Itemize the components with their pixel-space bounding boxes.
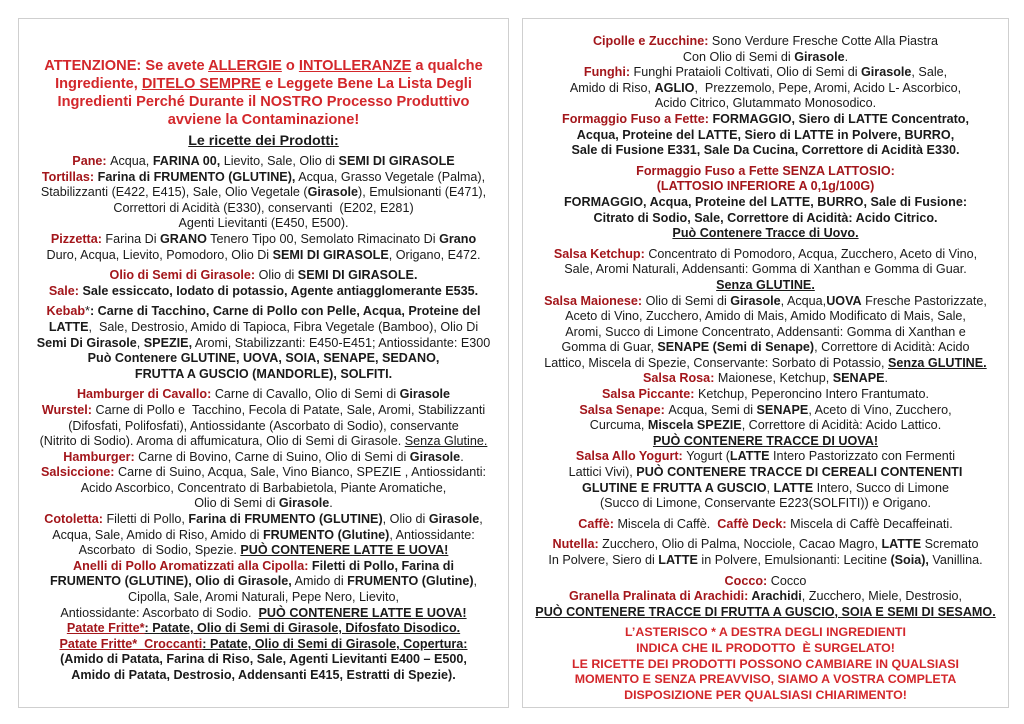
ingredient-text: Citrato di Sodio, Sale, Correttore di Acidità: Acido Citrico. xyxy=(593,210,938,225)
ingredient-text: Amido di xyxy=(291,574,348,589)
product-name: Formaggio Fuso a Fette SENZA LATTOSIO: xyxy=(636,163,895,178)
ingredient-text: PUÒ CONTENERE TRACCE DI FRUTTA A GUSCIO, SOIA E SEMI DI SESAMO. xyxy=(535,604,996,619)
ingredient-text: Può Contenere GLUTINE, UOVA, SOIA, SENAPE, SEDANO, xyxy=(87,351,440,366)
right-recipe-panel xyxy=(522,18,1009,708)
ingredient-text: , Sale, xyxy=(911,65,948,80)
text-line xyxy=(523,403,1008,419)
product-name: Hamburger di Cavallo: xyxy=(76,387,215,402)
ingredient-text: UOVA xyxy=(826,293,862,308)
text-line xyxy=(19,652,508,668)
ingredient-text: Ketchup, Peperoncino Intero Frantumato. xyxy=(697,387,929,402)
text-line xyxy=(19,621,508,637)
product-name: Tortillas: xyxy=(41,169,98,184)
ingredient-text: Miscela di Caffè. xyxy=(617,516,718,531)
product-name: Salsa Ketchup: xyxy=(553,246,649,261)
ingredient-text: Carne di Pollo e Tacchino, Fecola di Patate, Sale, Aromi, Stabilizzanti xyxy=(95,402,486,417)
ingredient-text: Vanillina. xyxy=(928,553,983,567)
ingredient-text: Concentrato di Pomodoro, Acqua, Zucchero, Aceto di Vino, xyxy=(648,246,978,261)
ingredient-text: , Origano, E472. xyxy=(388,247,481,262)
product-name: Salsa Allo Yogurt: xyxy=(575,449,687,464)
ingredient-text: INDICA CHE IL PRODOTTO È SURGELATO! xyxy=(636,640,895,655)
ingredient-text: , Antiossidante: xyxy=(389,527,475,542)
recipe-section xyxy=(19,268,508,299)
ingredient-text: Curcuma, xyxy=(589,418,648,433)
ingredient-text: Scremato xyxy=(921,537,979,552)
ingredient-text: Girasole xyxy=(794,49,845,64)
text-line xyxy=(19,336,508,352)
ingredient-text: FRUMENTO (Glutine) xyxy=(262,527,390,542)
recipe-section xyxy=(523,164,1008,242)
text-line xyxy=(19,93,508,111)
ingredient-text: . xyxy=(329,496,333,511)
ingredient-text: Maionese, Ketchup, xyxy=(717,371,833,386)
ingredient-text: DISPOSIZIONE PER QUALSIASI CHIARIMENTO! xyxy=(624,687,907,702)
text-line xyxy=(523,65,1008,81)
ingredient-text: a qualche xyxy=(411,58,483,74)
ingredient-text: Ascorbato di Sodio, Spezie. xyxy=(78,543,241,558)
ingredient-text: (Amido di Patata, Farina di Riso, Sale, Agenti Lievitanti E400 – E500, xyxy=(60,652,467,667)
ingredient-text: Olio di Semi di xyxy=(194,496,279,511)
text-line xyxy=(523,574,1008,590)
ingredient-text: FRUMENTO (GLUTINE), Olio di Girasole, xyxy=(49,574,292,589)
ingredient-text: Filetti di Pollo, xyxy=(106,512,189,527)
ingredient-text: Carne di Suino, Acqua, Sale, Vino Bianco, SPEZIE , Antiossidanti: xyxy=(117,465,486,480)
text-line xyxy=(523,278,1008,294)
text-line xyxy=(19,132,508,150)
ingredient-text: PUÒ CONTENERE TRACCE DI UOVA! xyxy=(652,433,879,448)
text-line xyxy=(523,143,1008,159)
ingredient-text: Agenti Lievitanti (E450, E500). xyxy=(178,216,349,231)
ingredient-text: FRUMENTO (Glutine) xyxy=(347,574,474,589)
ingredient-text: Acqua, Proteine del LATTE, Siero di LATTE in Polvere, BURRO, xyxy=(576,127,955,142)
text-line xyxy=(523,688,1008,704)
text-line xyxy=(19,320,508,336)
left-recipe-panel xyxy=(18,18,509,708)
ingredient-text: FARINA 00, xyxy=(152,154,221,168)
text-line xyxy=(523,325,1008,341)
ingredient-text: LE RICETTE DEI PRODOTTI POSSONO CAMBIARE IN QUALSIASI xyxy=(572,656,959,671)
text-line xyxy=(19,637,508,653)
recipe-section xyxy=(19,304,508,382)
ingredient-text: * xyxy=(85,304,90,319)
ingredient-text: Senza Glutine. xyxy=(404,434,488,449)
ingredient-text: Girasole xyxy=(278,496,330,511)
ingredient-text: Antiossidante: Ascorbato di Sodio. xyxy=(60,605,259,620)
ingredient-text: Fresche Pastorizzate, xyxy=(861,293,987,308)
ingredient-text: , xyxy=(473,574,478,589)
recipe-section xyxy=(523,247,1008,512)
product-name: Patate Fritte* xyxy=(66,621,145,636)
text-line xyxy=(19,481,508,497)
text-line xyxy=(523,641,1008,657)
text-line xyxy=(523,128,1008,144)
text-line xyxy=(523,672,1008,688)
text-line xyxy=(523,195,1008,211)
product-name: Olio di Semi di Girasole: xyxy=(109,268,259,283)
text-line xyxy=(19,268,508,284)
product-name: Cocco: xyxy=(724,573,771,588)
recipe-section xyxy=(523,537,1008,568)
text-line xyxy=(19,170,508,186)
ingredient-text: GRANO xyxy=(160,231,207,246)
ingredient-text: . xyxy=(884,371,889,386)
ingredient-text: In Polvere, Siero di xyxy=(548,553,659,567)
ingredient-text: , Zucchero, Miele, Destrosio, xyxy=(801,589,963,604)
text-line xyxy=(523,625,1008,641)
ingredient-text: , Aceto di Vino, Zucchero, xyxy=(808,402,952,417)
ingredient-text: Miscela di Caffè Decaffeinati. xyxy=(790,516,953,531)
ingredient-text: L’ASTERISCO * A DESTRA DEGLI INGREDIENTI xyxy=(625,625,906,640)
text-line xyxy=(523,340,1008,356)
ingredient-text: FORMAGGIO, Siero di LATTE Concentrato, xyxy=(712,111,969,126)
text-line xyxy=(19,512,508,528)
text-line xyxy=(19,248,508,264)
ingredient-text: , xyxy=(766,480,774,495)
ingredient-text: Girasole xyxy=(730,293,781,308)
ingredient-text: , Sale, Destrosio, Amido di Tapioca, Fibra Vegetale (Bamboo), Olio Di xyxy=(88,319,479,334)
text-line xyxy=(19,284,508,300)
product-name: (LATTOSIO INFERIORE A 0,1g/100G) xyxy=(656,179,875,194)
ingredient-text: Aromi, Succo di Limone Concentrato, Addensanti: Gomma di Xanthan e xyxy=(565,324,966,339)
product-name: Cipolle e Zucchine: xyxy=(592,34,712,48)
ingredient-text: Acqua, Semi di xyxy=(668,402,757,417)
ingredient-text: Ingrediente, xyxy=(55,76,142,92)
product-name: Anelli di Pollo Aromatizzati alla Cipolla: xyxy=(73,558,312,573)
text-line xyxy=(19,403,508,419)
ingredient-text: , Correttore di Acidità: Acido xyxy=(814,340,970,355)
text-line xyxy=(523,34,1008,50)
ingredient-text: Girasole xyxy=(428,512,480,527)
ingredient-text: Sale, Aromi Naturali, Addensanti: Gomma di Xanthan e Gomma di Guar. xyxy=(564,262,967,277)
ingredient-text: e Leggete Bene La Lista Degli xyxy=(261,76,472,92)
text-line xyxy=(19,434,508,450)
product-name: Granella Pralinata di Arachidi: xyxy=(568,589,752,604)
ingredient-text: Grano xyxy=(439,231,477,246)
text-line xyxy=(523,356,1008,372)
product-name: Patate Fritte* Croccanti xyxy=(59,636,203,651)
ingredient-text: Farina di FRUMENTO (GLUTINE) xyxy=(188,512,383,527)
ingredient-text: Intero, Succo di Limone xyxy=(813,480,949,495)
product-name: Caffè: xyxy=(578,516,618,531)
product-name: Nutella: xyxy=(552,537,603,552)
text-line xyxy=(523,371,1008,387)
product-name: Salsa Piccante: xyxy=(602,387,698,402)
text-line xyxy=(19,57,508,75)
allergy-warning xyxy=(19,57,508,129)
ingredient-text: Sono Verdure Fresche Cotte Alla Piastra xyxy=(711,34,939,48)
ingredient-text: Miscela SPEZIE xyxy=(647,418,742,433)
ingredient-text: Olio di Semi di xyxy=(645,293,731,308)
ingredient-text: Cocco xyxy=(770,573,807,588)
ingredient-text: Le ricette dei Prodotti: xyxy=(188,133,339,149)
ingredient-text: Può Contenere Tracce di Uovo. xyxy=(672,226,859,241)
ingredient-text: Gomma di Guar, xyxy=(561,340,658,355)
text-line xyxy=(523,294,1008,310)
ingredient-text: Girasole xyxy=(307,185,359,200)
ingredient-text: Acido Ascorbico, Concentrato di Barbabietola, Piante Aromatiche, xyxy=(80,480,447,495)
ingredient-text: avviene la Contaminazione! xyxy=(167,112,360,128)
ingredient-text: Zucchero, Olio di Palma, Nocciole, Cacao Magro, xyxy=(602,537,882,552)
text-line xyxy=(523,517,1008,533)
ingredient-text: Girasole xyxy=(861,65,912,80)
ingredient-text: Intero Pastorizzato con Fermenti xyxy=(769,449,956,464)
ingredient-text: : Carne di Tacchino, Carne di Pollo con Pelle, Acqua, Proteine del xyxy=(89,304,481,319)
ingredient-text: . xyxy=(460,449,464,464)
ingredient-text: , xyxy=(136,335,144,350)
recipe-section xyxy=(523,34,1008,159)
ingredient-text: Olio di xyxy=(258,268,298,283)
ingredient-text: LATTE xyxy=(881,537,922,552)
ingredient-text: (Nitrito di Sodio). Aroma di affumicatura, Olio di Semi di Girasole. xyxy=(39,434,405,449)
ingredient-text: SEMI DI GIRASOLE xyxy=(272,247,389,262)
product-name: Caffè Deck: xyxy=(717,516,791,531)
ingredient-text: DITELO SEMPRE xyxy=(141,76,262,92)
text-line xyxy=(19,590,508,606)
ingredient-text: Ingredienti Perché Durante il NOSTRO Processo Produttivo xyxy=(57,94,470,110)
text-line xyxy=(523,418,1008,434)
text-line xyxy=(19,111,508,129)
text-line xyxy=(19,450,508,466)
text-line xyxy=(19,465,508,481)
text-line xyxy=(523,81,1008,97)
text-line xyxy=(523,96,1008,112)
ingredient-text: PUÒ CONTENERE TRACCE DI CEREALI CONTENENTI xyxy=(636,465,963,480)
text-line xyxy=(19,154,508,170)
text-line xyxy=(523,465,1008,481)
ingredient-text: Acqua, Grasso Vegetale (Palma), xyxy=(295,169,486,184)
text-line xyxy=(523,481,1008,497)
ingredient-text: LATTE xyxy=(729,449,770,464)
ingredient-text: ATTENZIONE: Se avete xyxy=(44,58,209,74)
text-line xyxy=(19,351,508,367)
ingredient-text: Arachidi xyxy=(751,589,802,604)
text-line xyxy=(19,574,508,590)
ingredient-text: Amido di Riso, xyxy=(569,80,655,95)
ingredient-text: Tenero Tipo 00, Semolato Rimacinato Di xyxy=(206,231,440,246)
ingredient-text: Lievito, Sale, Olio di xyxy=(220,154,339,168)
recipe-section xyxy=(19,154,508,263)
ingredient-text: , Acqua, xyxy=(780,293,827,308)
text-line xyxy=(523,211,1008,227)
text-line xyxy=(19,559,508,575)
text-line xyxy=(523,309,1008,325)
text-line xyxy=(523,387,1008,403)
ingredient-text: SENAPE (Semi di Senape) xyxy=(657,340,815,355)
ingredient-text: LATTE xyxy=(48,319,89,334)
ingredient-text: , Correttore di Acidità: Acido Lattico. xyxy=(741,418,942,433)
ingredient-text: Sale di Fusione E331, Sale Da Cucina, Correttore di Acidità E330. xyxy=(571,143,960,158)
product-name: Cotoletta: xyxy=(44,512,107,527)
ingredient-text: GLUTINE E FRUTTA A GUSCIO xyxy=(582,480,767,495)
text-line xyxy=(19,75,508,93)
ingredient-text: Yogurt ( xyxy=(686,449,730,464)
text-line xyxy=(523,496,1008,512)
ingredient-text: ALLERGIE xyxy=(208,58,282,74)
text-line xyxy=(523,605,1008,621)
product-name: Pane: xyxy=(72,154,111,168)
ingredient-text: Lattici Vivi), xyxy=(568,465,637,480)
ingredient-text: Correttori di Acidità (E330), conservanti (E202, E281) xyxy=(113,200,414,215)
product-name: Salsa Rosa: xyxy=(642,371,718,386)
ingredient-text: . xyxy=(844,49,849,64)
ingredient-text: , xyxy=(479,512,483,527)
text-line xyxy=(19,419,508,435)
ingredient-text: PUÒ CONTENERE LATTE E UOVA! xyxy=(258,605,467,620)
ingredient-text: Aceto di Vino, Zucchero, Amido di Mais, Amido Modificato di Mais, Sale, xyxy=(565,309,966,324)
text-line xyxy=(523,657,1008,673)
ingredient-text: in Polvere, Emulsionanti: Lecitine xyxy=(697,553,891,567)
text-line xyxy=(523,247,1008,263)
ingredient-text: SENAPE xyxy=(756,402,809,417)
text-line xyxy=(19,543,508,559)
product-name: Funghi: xyxy=(583,65,634,80)
ingredient-text: FRUTTA A GUSCIO (MANDORLE), SOLFITI. xyxy=(134,366,393,381)
ingredient-text: Con Olio di Semi di xyxy=(682,49,795,64)
text-line xyxy=(523,226,1008,242)
recipe-section xyxy=(523,574,1008,621)
ingredient-text: , Olio di xyxy=(382,512,429,527)
ingredient-text: Stabilizzanti (E422, E415), Sale, Olio Vegetale ( xyxy=(40,185,308,200)
ingredient-text: (Soia), xyxy=(890,553,929,567)
ingredient-text: : Patate, Olio di Semi di Girasole, Copertura: xyxy=(202,636,468,651)
text-line xyxy=(19,185,508,201)
ingredient-text: Acqua, xyxy=(110,154,153,168)
recipe-section xyxy=(523,517,1008,533)
text-line xyxy=(523,449,1008,465)
ingredient-text: Duro, Acqua, Lievito, Pomodoro, Olio Di xyxy=(46,247,273,262)
text-line xyxy=(19,528,508,544)
product-name: Wurstel: xyxy=(41,402,96,417)
product-name: Hamburger: xyxy=(63,449,139,464)
ingredient-text: Carne di Bovino, Carne di Suino, Olio di Semi di xyxy=(138,449,410,464)
text-line xyxy=(19,232,508,248)
product-name: Formaggio Fuso a Fette: xyxy=(562,111,713,126)
ingredient-text: (Succo di Limone, Conservante E223(SOLFITI)) e Origano. xyxy=(599,496,932,511)
ingredient-text: SENAPE xyxy=(832,371,885,386)
ingredient-text: Lattico, Miscela di Spezie, Conservante: Sorbato di Potassio, xyxy=(544,355,889,370)
product-name: Salsiccione: xyxy=(40,465,118,480)
recipe-section xyxy=(19,387,508,683)
ingredient-text: Funghi Prataioli Coltivati, Olio di Semi di xyxy=(633,65,862,80)
ingredient-text: Acqua, Sale, Amido di Riso, Amido di xyxy=(52,527,263,542)
ingredient-text: INTOLLERANZE xyxy=(298,58,412,74)
ingredient-text: Filetti di Pollo, Farina di xyxy=(311,558,454,573)
text-line xyxy=(19,304,508,320)
frozen-notice xyxy=(523,625,1008,703)
text-line xyxy=(19,496,508,512)
ingredient-text: SEMI DI GIRASOLE. xyxy=(297,268,418,283)
text-line xyxy=(523,164,1008,180)
ingredient-text: Girasole xyxy=(409,449,461,464)
ingredient-text: SPEZIE, xyxy=(143,335,193,350)
ingredient-text: ), Emulsionanti (E471), xyxy=(358,185,487,200)
ingredient-text: Senza GLUTINE. xyxy=(888,355,987,370)
product-name: Kebab xyxy=(46,304,86,319)
text-line xyxy=(523,537,1008,553)
ingredient-text: Acido Citrico, Glutammato Monosodico. xyxy=(654,96,877,111)
text-line xyxy=(523,179,1008,195)
ingredient-text: LATTE xyxy=(773,480,814,495)
ingredient-text: Cipolla, Sale, Aromi Naturali, Pepe Nero, Lievito, xyxy=(128,590,399,605)
ingredient-text: (Difosfati, Polifosfati), Antiossidante (Ascorbato di Sodio), conservante xyxy=(68,418,459,433)
text-line xyxy=(19,201,508,217)
ingredient-text: Farina Di xyxy=(105,231,161,246)
ingredient-text: LATTE xyxy=(658,553,698,567)
text-line xyxy=(19,668,508,684)
ingredient-text: Farina di FRUMENTO (GLUTINE), xyxy=(97,169,296,184)
text-line xyxy=(523,434,1008,450)
text-line xyxy=(19,367,508,383)
recipes-title xyxy=(19,132,508,150)
text-line xyxy=(523,553,1008,569)
ingredient-text: FORMAGGIO, Acqua, Proteine del LATTE, BURRO, Sale di Fusione: xyxy=(563,194,968,209)
ingredient-text: Semi Di Girasole xyxy=(36,335,137,350)
ingredient-text: Sale essiccato, Iodato di potassio, Agente antiagglomerante E535. xyxy=(82,283,479,298)
text-line xyxy=(19,387,508,403)
ingredient-text: Amido di Patata, Destrosio, Addensanti E415, Estratti di Spezie). xyxy=(71,668,456,682)
text-line xyxy=(523,112,1008,128)
product-name: Pizzetta: xyxy=(50,231,106,246)
text-line xyxy=(19,216,508,232)
text-line xyxy=(523,262,1008,278)
ingredient-text: MOMENTO E SENZA PREAVVISO, SIAMO A VOSTRA COMPLETA xyxy=(574,672,957,687)
product-name: Sale: xyxy=(48,283,83,298)
ingredient-text: PUÒ CONTENERE LATTE E UOVA! xyxy=(240,543,449,558)
ingredient-text: , Prezzemolo, Pepe, Aromi, Acido L- Ascorbico, xyxy=(694,80,962,95)
ingredient-text: AGLIO xyxy=(654,80,695,95)
ingredient-text: o xyxy=(281,58,299,74)
product-name: Salsa Maionese: xyxy=(544,293,646,308)
text-line xyxy=(523,50,1008,66)
text-line xyxy=(19,606,508,622)
ingredient-text: SEMI DI GIRASOLE xyxy=(338,154,455,168)
ingredient-text: Girasole xyxy=(399,387,451,402)
ingredient-text: Carne di Cavallo, Olio di Semi di xyxy=(214,387,400,402)
ingredient-text: Aromi, Stabilizzanti: E450-E451; Antiossidante: E300 xyxy=(192,335,491,350)
text-line xyxy=(523,589,1008,605)
ingredient-text: : Patate, Olio di Semi di Girasole, Difosfato Disodico. xyxy=(144,621,461,636)
product-name: Salsa Senape: xyxy=(579,402,669,417)
ingredient-text: Senza GLUTINE. xyxy=(716,277,815,292)
